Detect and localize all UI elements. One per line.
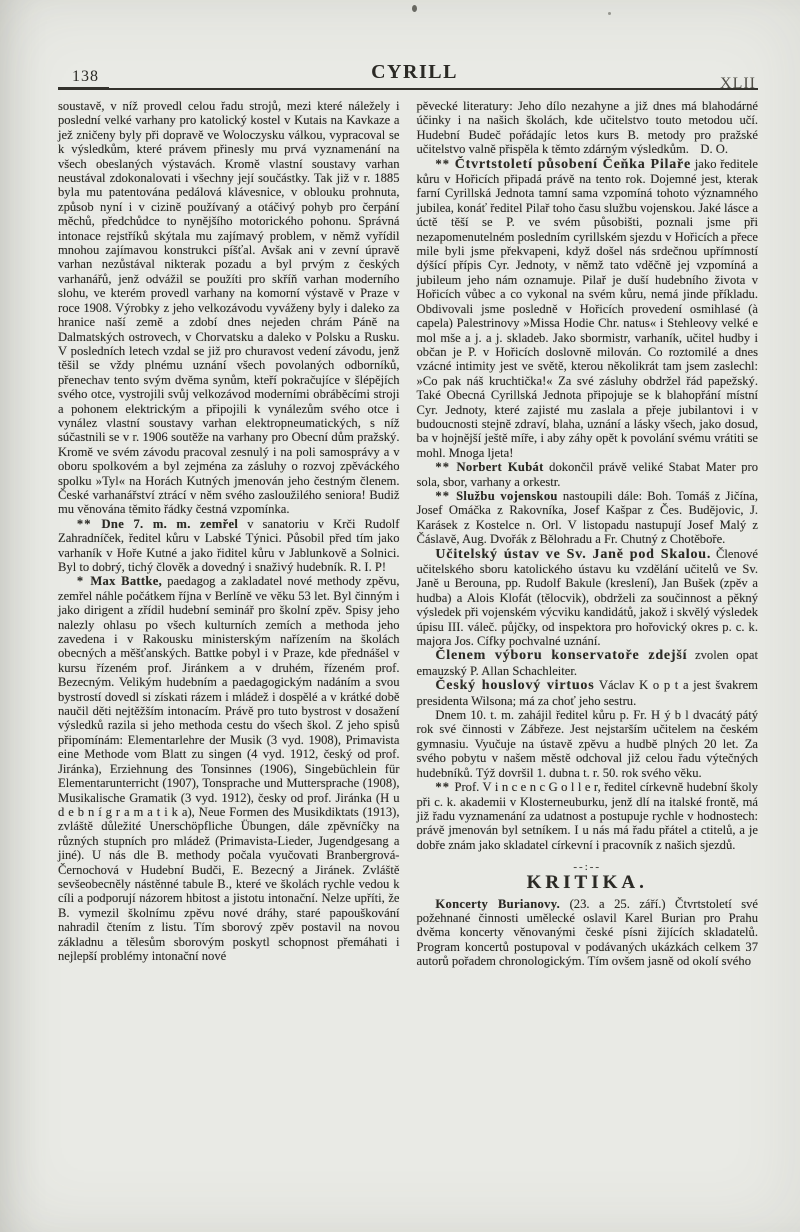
entry-marker: *: [76, 574, 91, 589]
paragraph: Koncerty Burianovy. (23. a 25. září.) Čtvrtstoletí své požehnané činnosti umělecké oslavil Karel Burian pro Prahu dvěma koncerty věnovanými české písni žijících skladatelů. Program koncertů postupoval v podávaných ukázkách celkem 37 autorů pořadem chronologickým. Tím ovšem jasně od okolí svého: [416, 896, 759, 969]
paragraph: ** Dne 7. m. m. zemřel v sanatoriu v Krči Rudolf Zahradníček, ředitel kůru v Labské Týnici. Působil před tím jako varhaník v Hoře Kutné a jako řiditel kůru v Jablunkově a Solnici. Byl to dobrý, tichý člověk a dovedný i snaživý hudebník. R. I. P!: [58, 516, 400, 574]
section-divider: --:--: [573, 861, 602, 874]
page-header: [58, 50, 758, 90]
paragraph: ** Prof. V i n c e n c G o l l e r, ředitel církevně hudební školy při c. k. akademii v Klosterneuburku, jenž dlí na italské frontě, má již řadu vyznamenání za udatnost a postupuje rychle v hodnostech: právě jmenován byl setníkem. I u nás má řadu přátel a ctitelů, a je dobře znám jako skladatel církevní i pracovník z našich sjezdů.: [416, 780, 759, 852]
paragraph: Učitelský ústav ve Sv. Janě pod Skalou. Členové učitelského sboru katolického ústavu ku vzdělání učitelů ve Sv. Janě u Berouna, pp. Rudolf Bakule (kreslení), Jan Bušek (zpěv a hudba) a Alois Klofát (tělocvik), obdrželi za součinnost a pěkný výsledek při vojenském výcviku kandidátů, jakož i skvělý výsledek úpisu III. váleč. půjčky, od inspektora pro hořovický okres p. c. k. majora Jos. Cífky pochvalné uznání.: [416, 546, 759, 649]
entry-marker: **: [76, 516, 102, 531]
entry-lead: Český houslový virtuos: [435, 678, 595, 694]
entry-lead: Učitelský ústav ve Sv. Janě pod Skalou.: [435, 546, 712, 562]
text-columns: [58, 99, 758, 969]
section-heading: KRITIKA.: [526, 872, 648, 894]
paragraph: ** Službu vojenskou nastoupili dále: Boh. Tomáš z Jičína, Josef Omáčka z Rakovníka, Josef Kašpar z Čes. Budějovic, J. Karásek z Kostelce n. Orl. V listopadu nastupují Josef Malý z Čáslavě, Aug. Dvořák z Bělohradu a Fr. Chutný z Chotěboře.: [416, 488, 758, 547]
text-column-right: [417, 99, 759, 969]
paragraph: Členem výboru konservatoře zdejší zvolen opat emauzský P. Allan Schachleiter.: [416, 648, 758, 678]
paragraph: Dnem 10. t. m. zahájil ředitel kůru p. Fr. H ý b l dvacátý pátý rok své činnosti v Zábřeze. Jest nejstarším učitelem na českém gymnasiu. Vyučuje na ústavě zpěvu a hudbě plných 20 let. Za svého pobytu v našem městě odchoval již celou řadu výtečných hudebníků. Týž dovršil 1. dubna t. r. 50. rok svého věku.: [416, 708, 758, 780]
paragraph: ** Norbert Kubát dokončil právě veliké Stabat Mater pro sola, sbor, varhany a orkestr.: [416, 460, 758, 489]
paragraph: pěvecké literatury: Jeho dílo nezahyne a již dnes má blahodárné účinky i na našich školách, kde učitelstvo touto metodou učí. Hudební Budeč pořádajíc letos kurs B. metody pro pražské učitelstvo valně přispěla k těmto zdárným výsledkům. D. O.: [416, 99, 758, 157]
scan-speck: [412, 5, 417, 12]
entry-marker: **: [435, 460, 457, 475]
entry-lead: Dne 7. m. m. zemřel: [101, 516, 239, 531]
journal-title: CYRILL: [371, 61, 458, 83]
author-initials: D. O.: [700, 142, 728, 157]
volume-number: XLII: [720, 75, 756, 92]
entry-lead: Max Battke,: [90, 574, 163, 589]
text-column-left: [58, 99, 400, 969]
entry-lead: Službu vojenskou: [456, 488, 558, 503]
paragraph: * Max Battke, paedagog a zakladatel nové methody zpěvu, zemřel náhle počátkem října v Berlíně ve věku 53 let. Byl činným i jako dirigent a zřídil hudební seminář pro školní zpěv. Spisy jeho nalezly ohlasu po všech kulturních zemích a methoda jeho zavedena i v Rakousku ministerským nařízením na školách obecných a měšťanských. Battke pobyl i v Praze, kde přednášel v kursu řízeném prof. Jiránkem a v druhém, řízeném prof. Bezecným. Velikým hudebním a paedagogickým nadáním a svou bystrostí dovedl si získati rázem i mládež i dospělé a v krátké době naučil děti nejtěžším intonacím. Právě pro tuto bystrost v dosažení výsledků razila si jeho methoda cestu do všech škol. Z jeho spisů připomínám: Elementarlehre der Musik (3 vyd. 1908), Primavista eine Methode vom Blatt zu singen (4 vyd. 1912, český od prof. Jiránka), Erziehnung des Tonsinnes (1906), Singebüchlein für Elementarunterricht (1907), Tonsprache und Muttersprache (1908), Musikalische Gramatik (3 vyd. 1912), česky od prof. Jiránka (H u d e b n í g r a m a t i k a), Neue Formen des Musikdiktats (1913), zvláště důležité Unerschöpfliche Übungen, dále zpěvníčky na různých stupních pro mládež (Primavista-Lieder, Jugendgesang a jiné). U nás dle B. methody počala vyučovati Branbergrová-Černochová v Hudební Budči, E. Bezecný a Jiránek. Zvláště sevšeobecněly nástěnné tabule B., které ve školách rychle vedou k cíli a podporují názorem hbitost a jistotu intonační. Nelze upříti, že B. vymezil školnímu zpěvu nové dráhy, staré papouškování nahradil čtením z listu. Tím sborový zpěv postavil na novou základnu a tělesům sborovým poskytl schopnost přemáhati i nejlepší problémy intonační nové: [58, 574, 400, 963]
scan-speck: [608, 12, 611, 15]
entry-marker: **: [435, 488, 457, 503]
entry-lead: Členem výboru konservatoře zdejší: [435, 648, 688, 664]
entry-lead: Norbert Kubát: [456, 460, 544, 475]
entry-marker: **: [435, 780, 455, 795]
entry-lead: Čtvrtstoletí působení Čeňka Pilaře: [454, 156, 692, 172]
paragraph: soustavě, v níž provedl celou řadu strojů, mezi které náležely i poslední velké varhany pro katolický kostel v Kutais na Kavkaze a jež zničeny byly při dopravě ve Woloczysku válkou, vypracoval se k výsledkům, které právem přinesly mu prvá vyznamenání na všech obeslaných výstavách. Kromě vlastní soustavy varhan neustával zdokonalovati i všechny její součástky. Tak již v r. 1885 byla mu patentována pedálová klávesnice, v oblouku prohnuta, způsob nyní i v cizině používaný a otáčivý pohyb pro čerpání měchů, předchůdce to nynějšího motorického pohonu. Správná intonace rejstříků skýtala mu zajímavý problem, v němž vyřídil mnohou zajímavou konstrukci píšťal. Avšak ani v zevní úpravě varhan nezůstával nikterak pozadu a byl prvým z českých varhanářů, jenž odvážil se použíti pro skříň varhan moderního slohu, ve kterém provedl varhany na komorní výstavě v Praze v roce 1908. Výrobky z jeho velkozávodu vyváženy byly i daleko za hranice naší země a zdobí dnes nejeden chrám Páně na Dalmatských ostrovech, v Chorvatsku a daleko v Polsku a Rusku. V posledních letech vzdal se již pro churavost vedení závodu, jenž těšil se vždy plnému uznání všech povolaných odborníků, přenechav tento svým dvěma synům, kteří pokračujíce v šlépějích svého otce, vystrojili svůj velkozávod moderními obráběcími stroji a pohonem elektrickým a připojili k vynálezům svého otce i vynález vlastní soustavy varhan elektropneumatických, s níž súčastnili se v r. 1906 soutěže na varhany pro Obecní dům pražský. Kromě ve svém závodu pracoval zesnulý i na poli samosprávy a v oboru spolkovém a byl zejména za zásluhy o rozvoj zpěváckého spolku »Tyl« na Horách Kutných jmenován jeho čestným členem. České varhanářství ztrácí v něm svého zasloužilého seniora! Budiž mu věnována těmito řádky čestná vzpomínka.: [58, 99, 400, 517]
entry-lead: Koncerty Burianovy.: [435, 896, 561, 911]
page-number: 138: [58, 68, 109, 88]
entry-marker: **: [435, 156, 455, 171]
paragraph: ** Čtvrtstoletí působení Čeňka Pilaře jako ředitele kůru v Hořicích připadá právě na tento rok. Dojemné jest, kterak farní Cyrillská Jednota tamní sama vzpomíná tohoto významného jubilea, konáť ředitel Pilař toho času službu vojenskou. Jaké lásce a úctě těší se P. ve svém působišti, poznali jsme při nezapomenutelném posledním cyrillském sjezdu v Hořicích a přece mile byli jsme překvapeni, když došel nás srdečnou upřímností dýšící přípis Cyr. Jednoty, v němž tato vděčně jej vzpomíná a jubileum jeho nám oznamuje. Pilař je duší hudebního života v Hořicích vůbec a co vykonal na svém kůru, nemá jinde příkladu. Obdivovali jsme posledně v Hořicích provedení osmihlasé (à capela) Palestrinovy »Missa Hodie Chr. natus« i Stehleovy velké e mol mše a j. a j. skladeb. Jako sbormistr, varhaník, učitel hudby i občan je P. v Hořicích doslovně milován. Co roztomilé a dnes vzácné intimity jest ve světě, kterou několikrát tam jsem zaslechl: »Co pak náš kruchtička!« Za své zásluhy obdržel řád papežský. Také Obecná Cyrillská Jednota připojuje se k blahopřání místní Cyr. Jednoty, které zajisté mu zaslala a přeje jubilantovi i v budoucnosti stejně zdraví, blaha, uznání a lásky všech, jako dosud, ba v hojnější ještě míře, i aby záhy opět k povolání svému vrátiti se mohl. Mnoga ljeta!: [416, 156, 758, 460]
paragraph: Český houslový virtuos Václav K o p t a jest švakrem presidenta Wilsona; má za choť jeho sestru.: [416, 678, 758, 708]
